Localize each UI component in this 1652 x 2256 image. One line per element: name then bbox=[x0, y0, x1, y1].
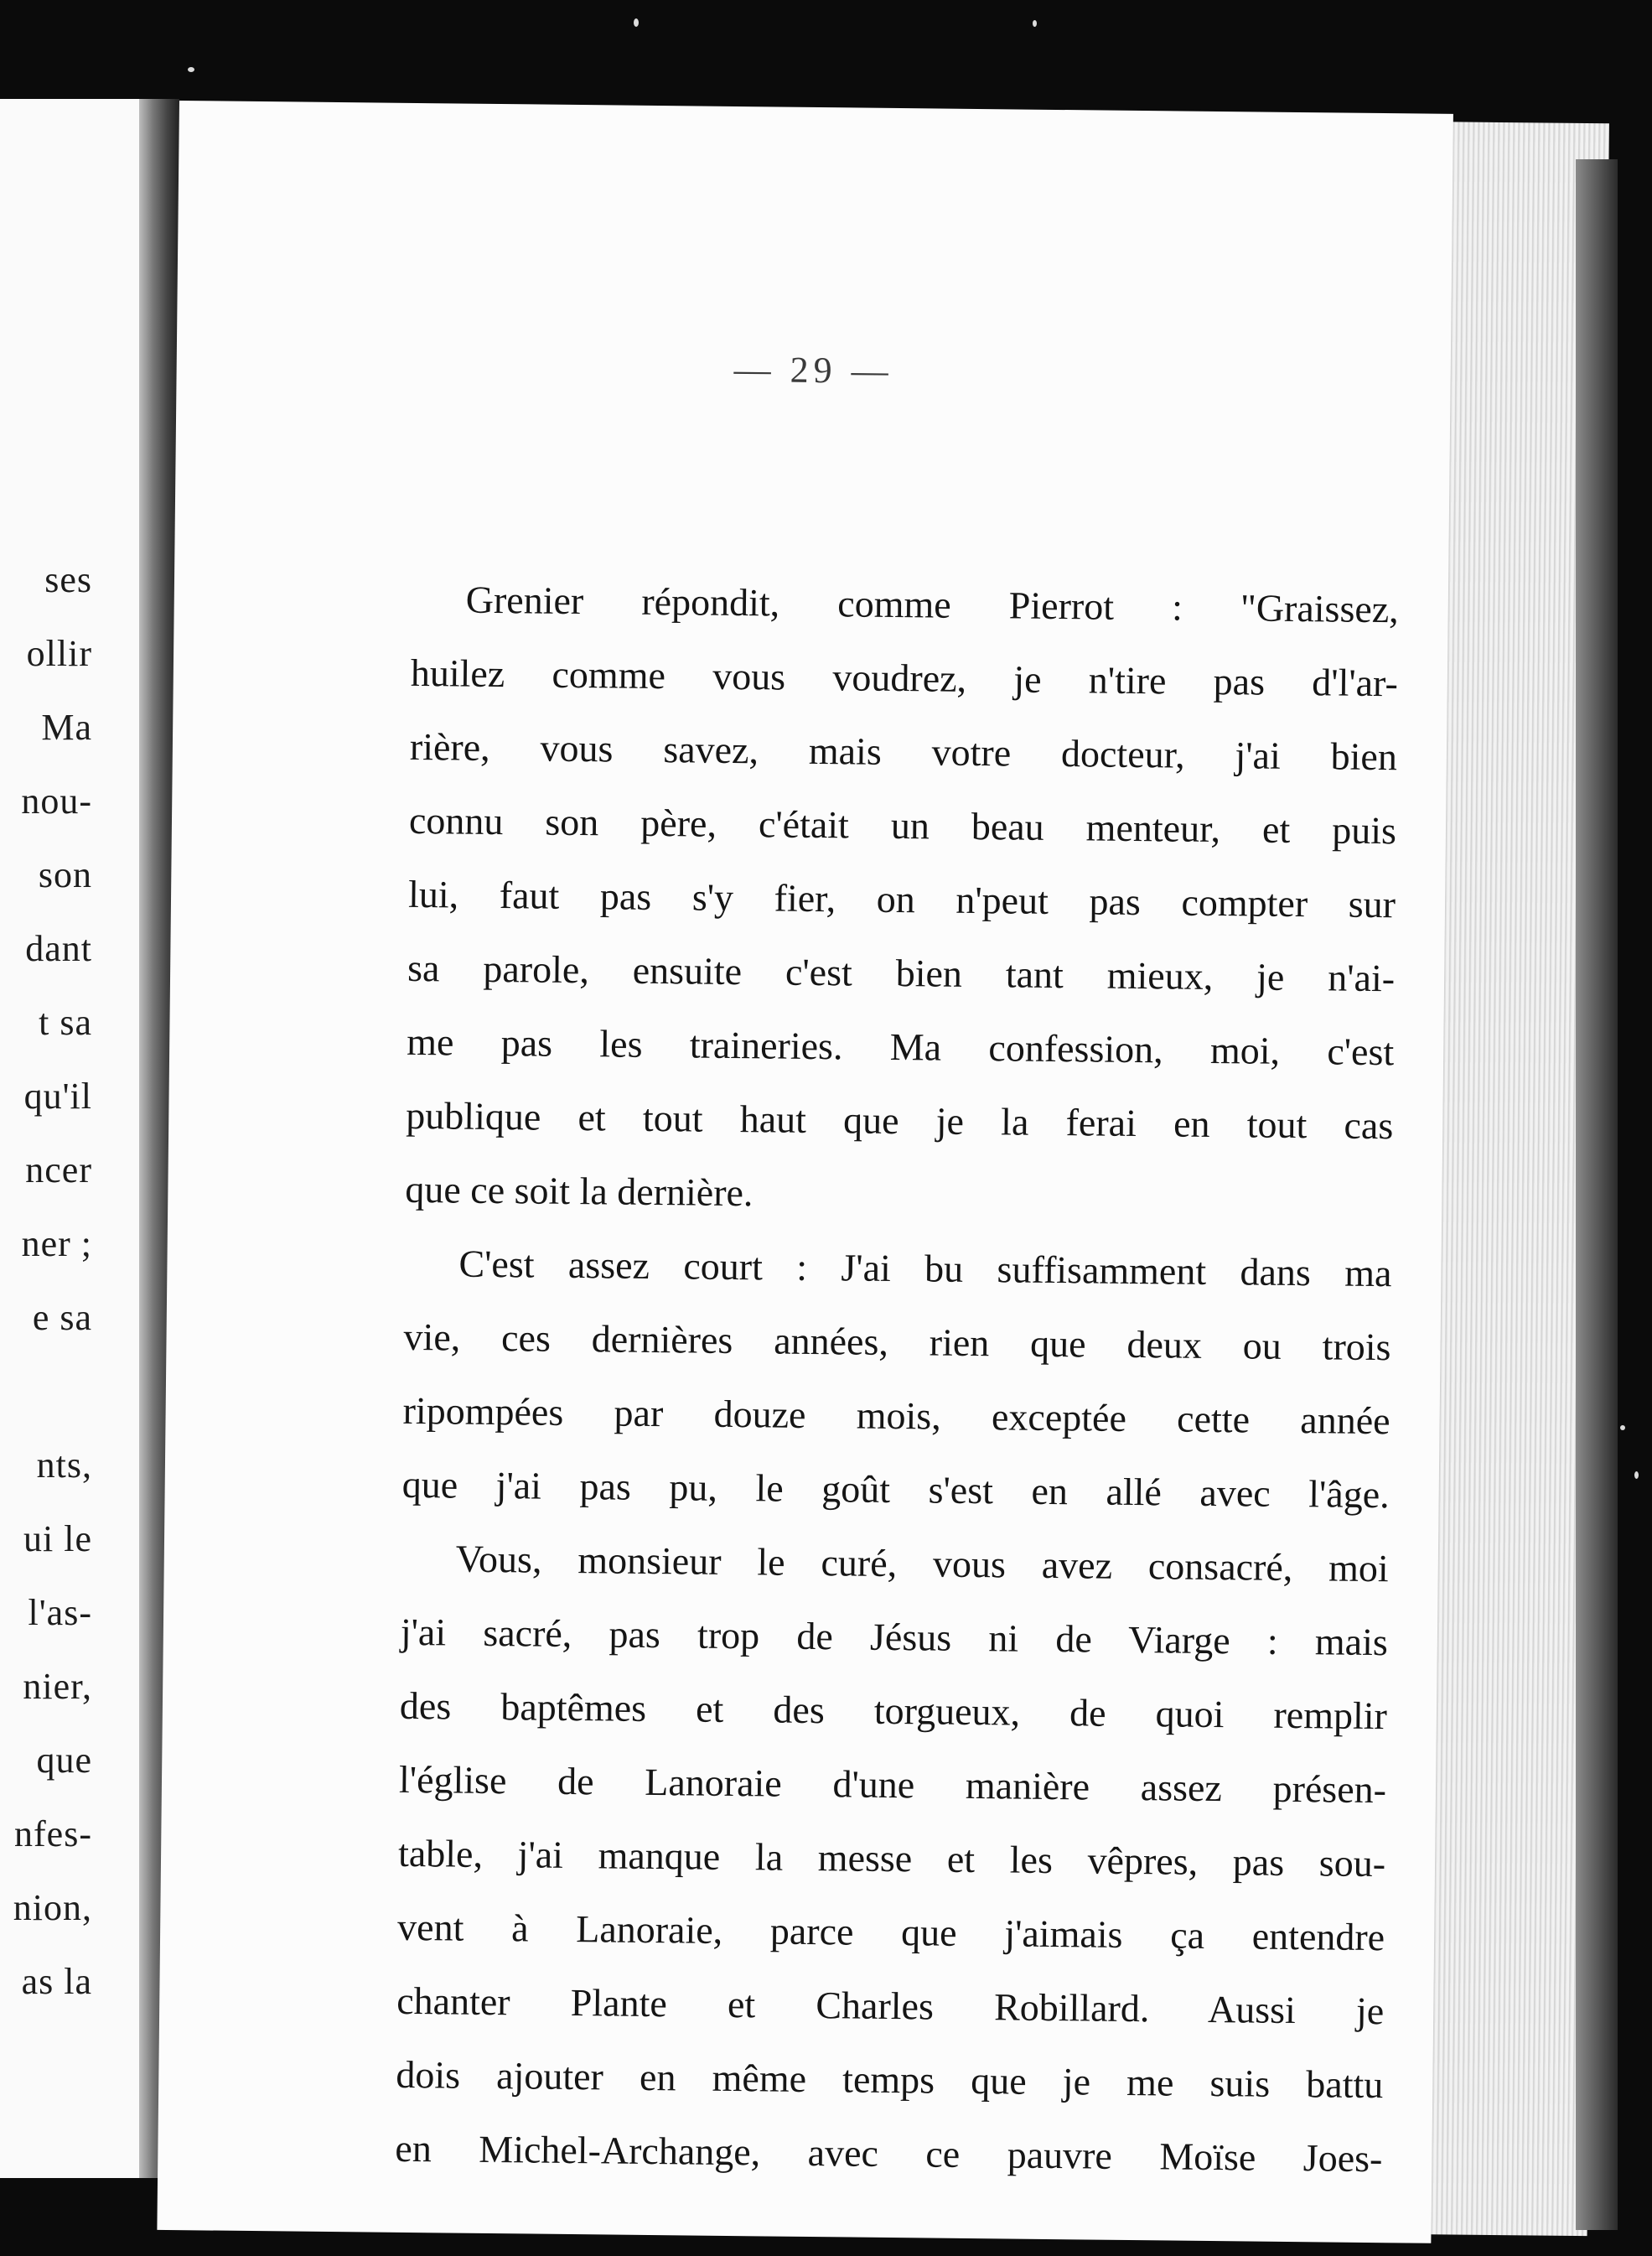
text-line: j'ai sacré, pas trop de Jésus ni de Viarge : mais bbox=[400, 1610, 1389, 1664]
previous-page-line: que bbox=[36, 1740, 92, 1781]
text-line: connu son père, c'était un beau menteur, et puis bbox=[408, 798, 1397, 853]
previous-page-line: nou- bbox=[21, 781, 92, 822]
paragraph bbox=[395, 1522, 1389, 2196]
previous-page-line: ollir bbox=[26, 633, 92, 674]
previous-page-line: ses bbox=[44, 559, 92, 600]
text-line: chanter Plante et Charles Robillard. Aussi je bbox=[396, 1979, 1385, 2033]
dust-speck bbox=[634, 18, 639, 27]
text-line: table, j'ai manque la messe et les vêpres, pas sou- bbox=[397, 1831, 1386, 1885]
previous-page-line: l'as- bbox=[28, 1592, 92, 1633]
text-line: Grenier répondit, comme Pierrot : "Graissez, bbox=[465, 578, 1399, 631]
previous-page bbox=[0, 99, 144, 2178]
page-number: — 29 — bbox=[733, 348, 893, 392]
text-line: ripompées par douze mois, exceptée cette année bbox=[402, 1388, 1390, 1443]
dust-speck bbox=[1033, 20, 1037, 27]
previous-page-line: nion, bbox=[13, 1887, 92, 1928]
text-line: l'église de Lanoraie d'une manière assez présen- bbox=[398, 1757, 1387, 1812]
page-text bbox=[395, 563, 1399, 2196]
paragraph bbox=[405, 563, 1399, 1237]
dust-speck bbox=[1634, 1471, 1639, 1479]
previous-page-line: nts, bbox=[36, 1444, 92, 1486]
text-line: lui, faut pas s'y fier, on n'peut pas compter sur bbox=[407, 872, 1396, 926]
previous-page-line: son bbox=[38, 854, 92, 895]
text-line: que j'ai pas pu, le goût s'est en allé avec l'âge. bbox=[401, 1462, 1390, 1517]
previous-page-line: ncer bbox=[25, 1149, 92, 1190]
previous-page-line: ui le bbox=[23, 1518, 92, 1559]
dust-speck bbox=[1620, 1425, 1625, 1430]
text-line: sa parole, ensuite c'est bien tant mieux, je n'ai- bbox=[407, 946, 1396, 1000]
previous-page-line: dant bbox=[25, 928, 92, 969]
text-line: des baptêmes et des torgueux, de quoi remplir bbox=[399, 1683, 1388, 1738]
book-page bbox=[157, 101, 1453, 2243]
text-line: huilez comme vous voudrez, je n'tire pas d'l'ar- bbox=[410, 651, 1399, 705]
text-line: que ce soit la dernière. bbox=[405, 1167, 753, 1215]
previous-page-line: as la bbox=[21, 1961, 92, 2002]
text-line: vent à Lanoraie, parce que j'aimais ça entendre bbox=[396, 1905, 1385, 1959]
previous-page-line: nfes- bbox=[14, 1813, 92, 1854]
text-line: C'est assez court : J'ai bu suffisamment dans ma bbox=[458, 1242, 1392, 1295]
previous-page-line: e sa bbox=[32, 1297, 92, 1338]
previous-page-line: t sa bbox=[39, 1002, 92, 1043]
book-cover-edge bbox=[1576, 159, 1618, 2230]
text-line: rière, vous savez, mais votre docteur, j'ai bien bbox=[409, 724, 1398, 779]
text-line: vie, ces dernières années, rien que deux ou trois bbox=[403, 1315, 1391, 1369]
paragraph bbox=[401, 1227, 1392, 1532]
text-line: en Michel-Archange, avec ce pauvre Moïse Joes- bbox=[395, 2126, 1383, 2181]
text-line: publique et tout haut que je la ferai en tout cas bbox=[406, 1093, 1394, 1148]
previous-page-line: Ma bbox=[41, 707, 92, 748]
dust-speck bbox=[188, 67, 194, 72]
previous-page-line: qu'il bbox=[23, 1076, 92, 1117]
previous-page-line: nier, bbox=[23, 1666, 92, 1707]
text-line: me pas les traineries. Ma confession, moi, c'est bbox=[406, 1019, 1395, 1074]
previous-page-line: ner ; bbox=[21, 1223, 92, 1264]
text-line: Vous, monsieur le curé, vous avez consacré, moi bbox=[455, 1537, 1390, 1590]
text-line: dois ajouter en même temps que je me suis battu bbox=[396, 2052, 1384, 2107]
